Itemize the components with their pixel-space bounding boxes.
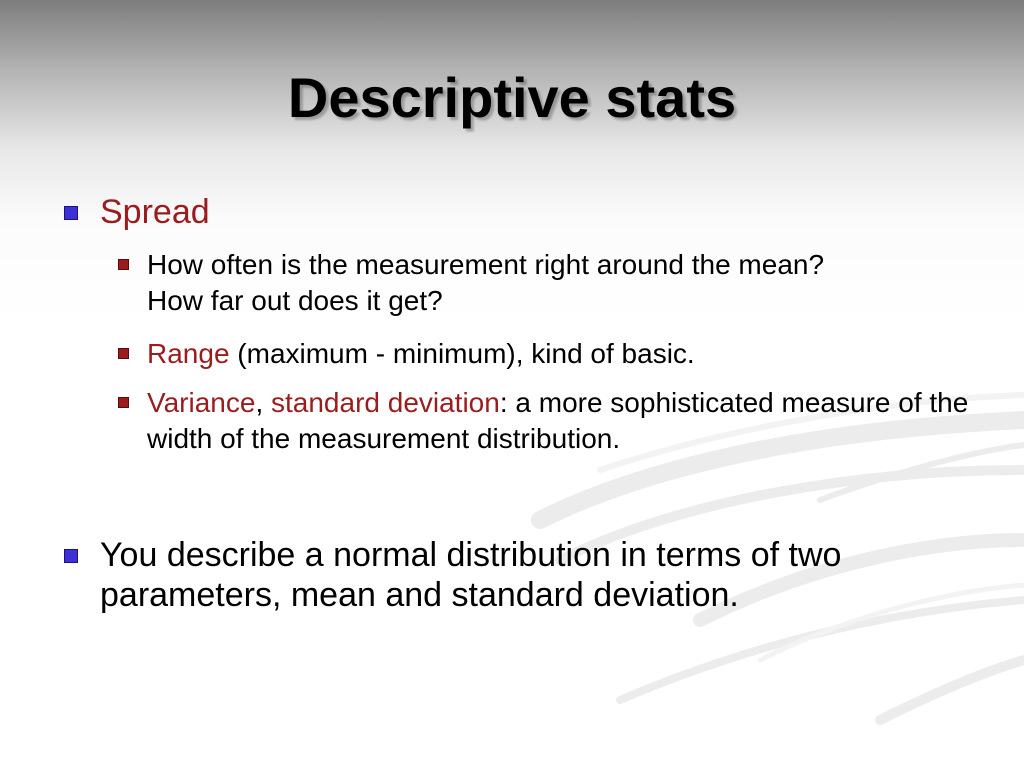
term-range: Range [147,338,230,369]
sub-bullet-text: How often is the measurement right around the mean? How far out does it get? [147,249,825,316]
sub-bullet-variance [147,385,977,457]
sub-bullet-marker [118,259,129,270]
bullet-marker [64,549,78,563]
bullet-spread-label: Spread [100,193,210,231]
term-variance: Variance [147,387,256,418]
range-description: (maximum - minimum), kind of basic. [229,338,695,369]
bullet-normal-distribution: You describe a normal distribution in terms of two parameters, mean and standard deviation. [100,536,842,614]
term-separator: , [255,387,271,418]
sub-bullet-range [147,336,947,372]
sub-bullet-marker [118,348,129,359]
sub-bullet-marker [118,397,129,408]
variance-description: : a more sophisticated measure of the width of the measurement distribution. [147,387,969,454]
bullet-marker [64,206,78,220]
term-standard-deviation: standard deviation [271,387,500,418]
slide-title: Descriptive stats [287,66,737,129]
